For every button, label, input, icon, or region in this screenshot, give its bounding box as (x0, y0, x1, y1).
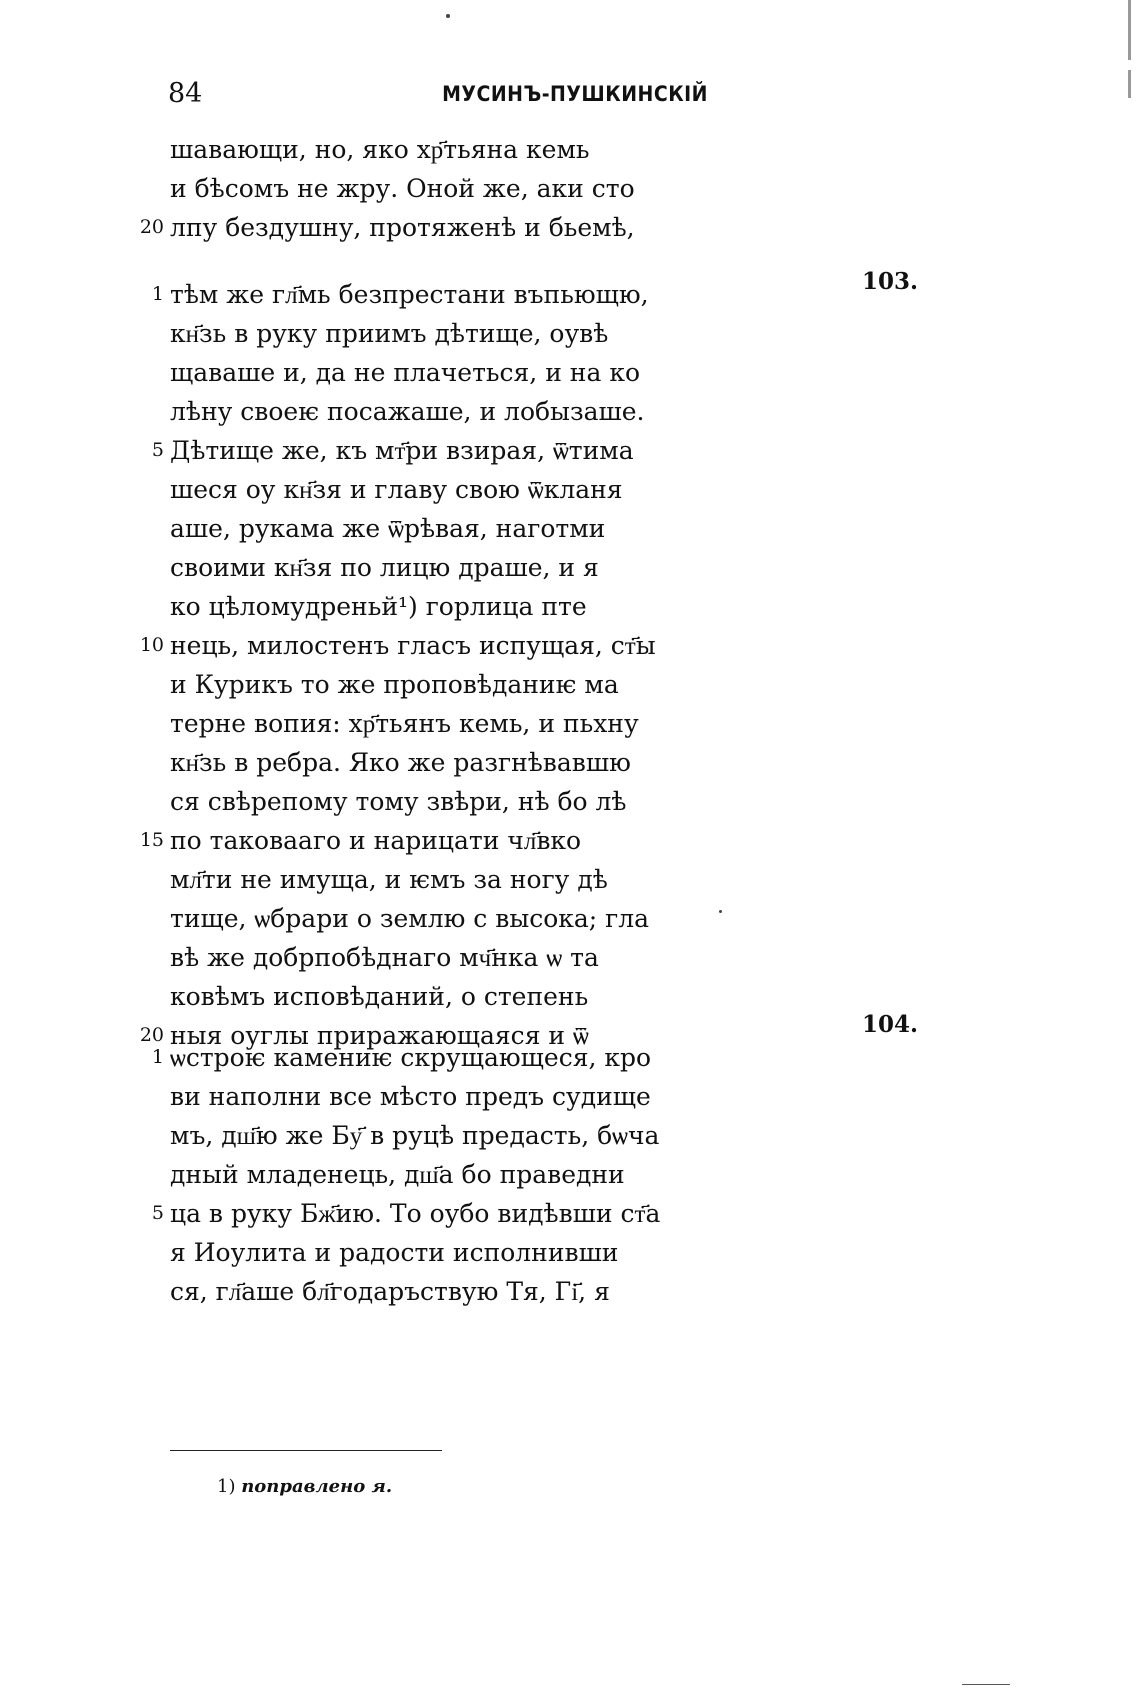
text-line (0, 314, 1140, 353)
line-text: нець, милостенъ гласъ испущая, ст҃ы (170, 631, 656, 660)
line-text: ныя оуглы приражающаяся и ѿ (170, 1021, 589, 1050)
footnote (217, 1476, 392, 1497)
text-line (0, 208, 1140, 247)
line-text: своими кн҃зя по лицю драше, и я (170, 553, 599, 582)
text-line (0, 704, 1140, 743)
footnote-rule (170, 1450, 442, 1451)
text-line (0, 587, 1140, 626)
line-text: и бѣсомъ не жру. Оной же, аки сто (170, 174, 635, 203)
text-block-c (0, 1038, 1140, 1311)
text-block-a (0, 130, 1140, 247)
text-line (0, 1155, 1140, 1194)
corner-rule (962, 1684, 1010, 1685)
text-line (0, 1038, 1140, 1077)
line-number: 5 (151, 1202, 164, 1224)
line-number: 15 (139, 829, 164, 851)
line-text: шавающи, но, яко хр҃тьяна кемь (170, 135, 590, 164)
text-line (0, 392, 1140, 431)
line-text: щаваше и, да не плачеться, и на ко (170, 358, 640, 387)
text-line (0, 899, 1140, 938)
line-text: терне вопия: хр҃тьянъ кемь, и пьхну (170, 709, 639, 738)
text-line (0, 130, 1140, 169)
text-line (0, 1233, 1140, 1272)
page-edge-mark (1128, 0, 1131, 60)
line-text: аше, рукама же ѿрѣвая, наготми (170, 514, 606, 543)
line-text: ви наполни все мѣсто предъ судище (170, 1082, 651, 1111)
text-line (0, 1116, 1140, 1155)
line-text: тѣм же гл҃мь безпрестани въпьющю, (170, 280, 649, 309)
text-line (0, 470, 1140, 509)
line-number: 1 (151, 1046, 164, 1068)
line-text: мл҃ти не имуща, и ѥмъ за ногу дѣ (170, 865, 608, 894)
line-text: Дѣтище же, къ мт҃ри взирая, ѿтима (170, 436, 634, 465)
text-line (0, 548, 1140, 587)
line-text: ся свѣрепому тому звѣри, нѣ бо лѣ (170, 787, 627, 816)
text-line (0, 938, 1140, 977)
line-text: ко цѣломудреньй¹) горлица пте (170, 592, 587, 621)
text-line (0, 431, 1140, 470)
line-text: лѣну своеѥ посажаше, и лобызаше. (170, 397, 645, 426)
line-text: я Иоулита и радости исполнивши (170, 1238, 619, 1267)
line-text: ся, гл҃аше бл҃годаръствую Тя, Гі҃, я (170, 1277, 610, 1306)
text-line (0, 977, 1140, 1016)
line-text: мъ, дш҃ю же Бу҃ в руцѣ предасть, бѡча (170, 1121, 660, 1150)
line-number: 1 (151, 283, 164, 305)
page-number: 84 (168, 78, 203, 109)
line-text: дный младенець, дш҃а бо праведни (170, 1160, 625, 1189)
line-text: ца в руку Бж҃ию. То оубо видѣвши ст҃а (170, 1199, 661, 1228)
text-line (0, 1272, 1140, 1311)
text-line (0, 1077, 1140, 1116)
text-line (0, 169, 1140, 208)
running-title: МУСИНЪ-ПУШКИНСКІЙ (442, 82, 708, 106)
text-line (0, 665, 1140, 704)
text-line (0, 509, 1140, 548)
line-text: тище, ѡбрари о землю с высока; гла (170, 904, 650, 933)
line-text: ѡстроѥ камениѥ скрущающеся, кро (170, 1043, 652, 1072)
line-text: вѣ же добрпобѣднаго мч҃нка ѡ та (170, 943, 599, 972)
text-line (0, 626, 1140, 665)
line-text: кн҃зь в ребра. Яко же разгнѣвавшю (170, 748, 631, 777)
text-line (0, 860, 1140, 899)
text-line (0, 743, 1140, 782)
line-text: и Курикъ то же проповѣданиѥ ма (170, 670, 619, 699)
line-number: 20 (139, 1024, 164, 1046)
text-line (0, 353, 1140, 392)
text-line (0, 275, 1140, 314)
text-line (0, 782, 1140, 821)
line-text: по таковааго и нарицати чл҃вко (170, 826, 582, 855)
text-block-b (0, 275, 1140, 1055)
folio-number: 103. (861, 268, 918, 295)
line-text: кн҃зь в руку приимъ дѣтище, оувѣ (170, 319, 609, 348)
line-number: 5 (151, 439, 164, 461)
line-number: 10 (139, 634, 164, 656)
page-edge-mark (1128, 70, 1131, 98)
line-number: 20 (139, 216, 164, 238)
folio-number: 104. (861, 1011, 918, 1038)
printing-speck (446, 14, 450, 18)
footnote-marker: 1) (217, 1476, 236, 1497)
page-header (168, 78, 708, 118)
line-text: ковѣмъ исповѣданий, о степень (170, 982, 589, 1011)
line-text: лпу бездушну, протяженѣ и бьемѣ, (170, 213, 635, 242)
footnote-text: поправлено я. (241, 1476, 393, 1497)
text-line (0, 821, 1140, 860)
line-text: шеся оу кн҃зя и главу свою ѿкланя (170, 475, 623, 504)
text-line (0, 1194, 1140, 1233)
